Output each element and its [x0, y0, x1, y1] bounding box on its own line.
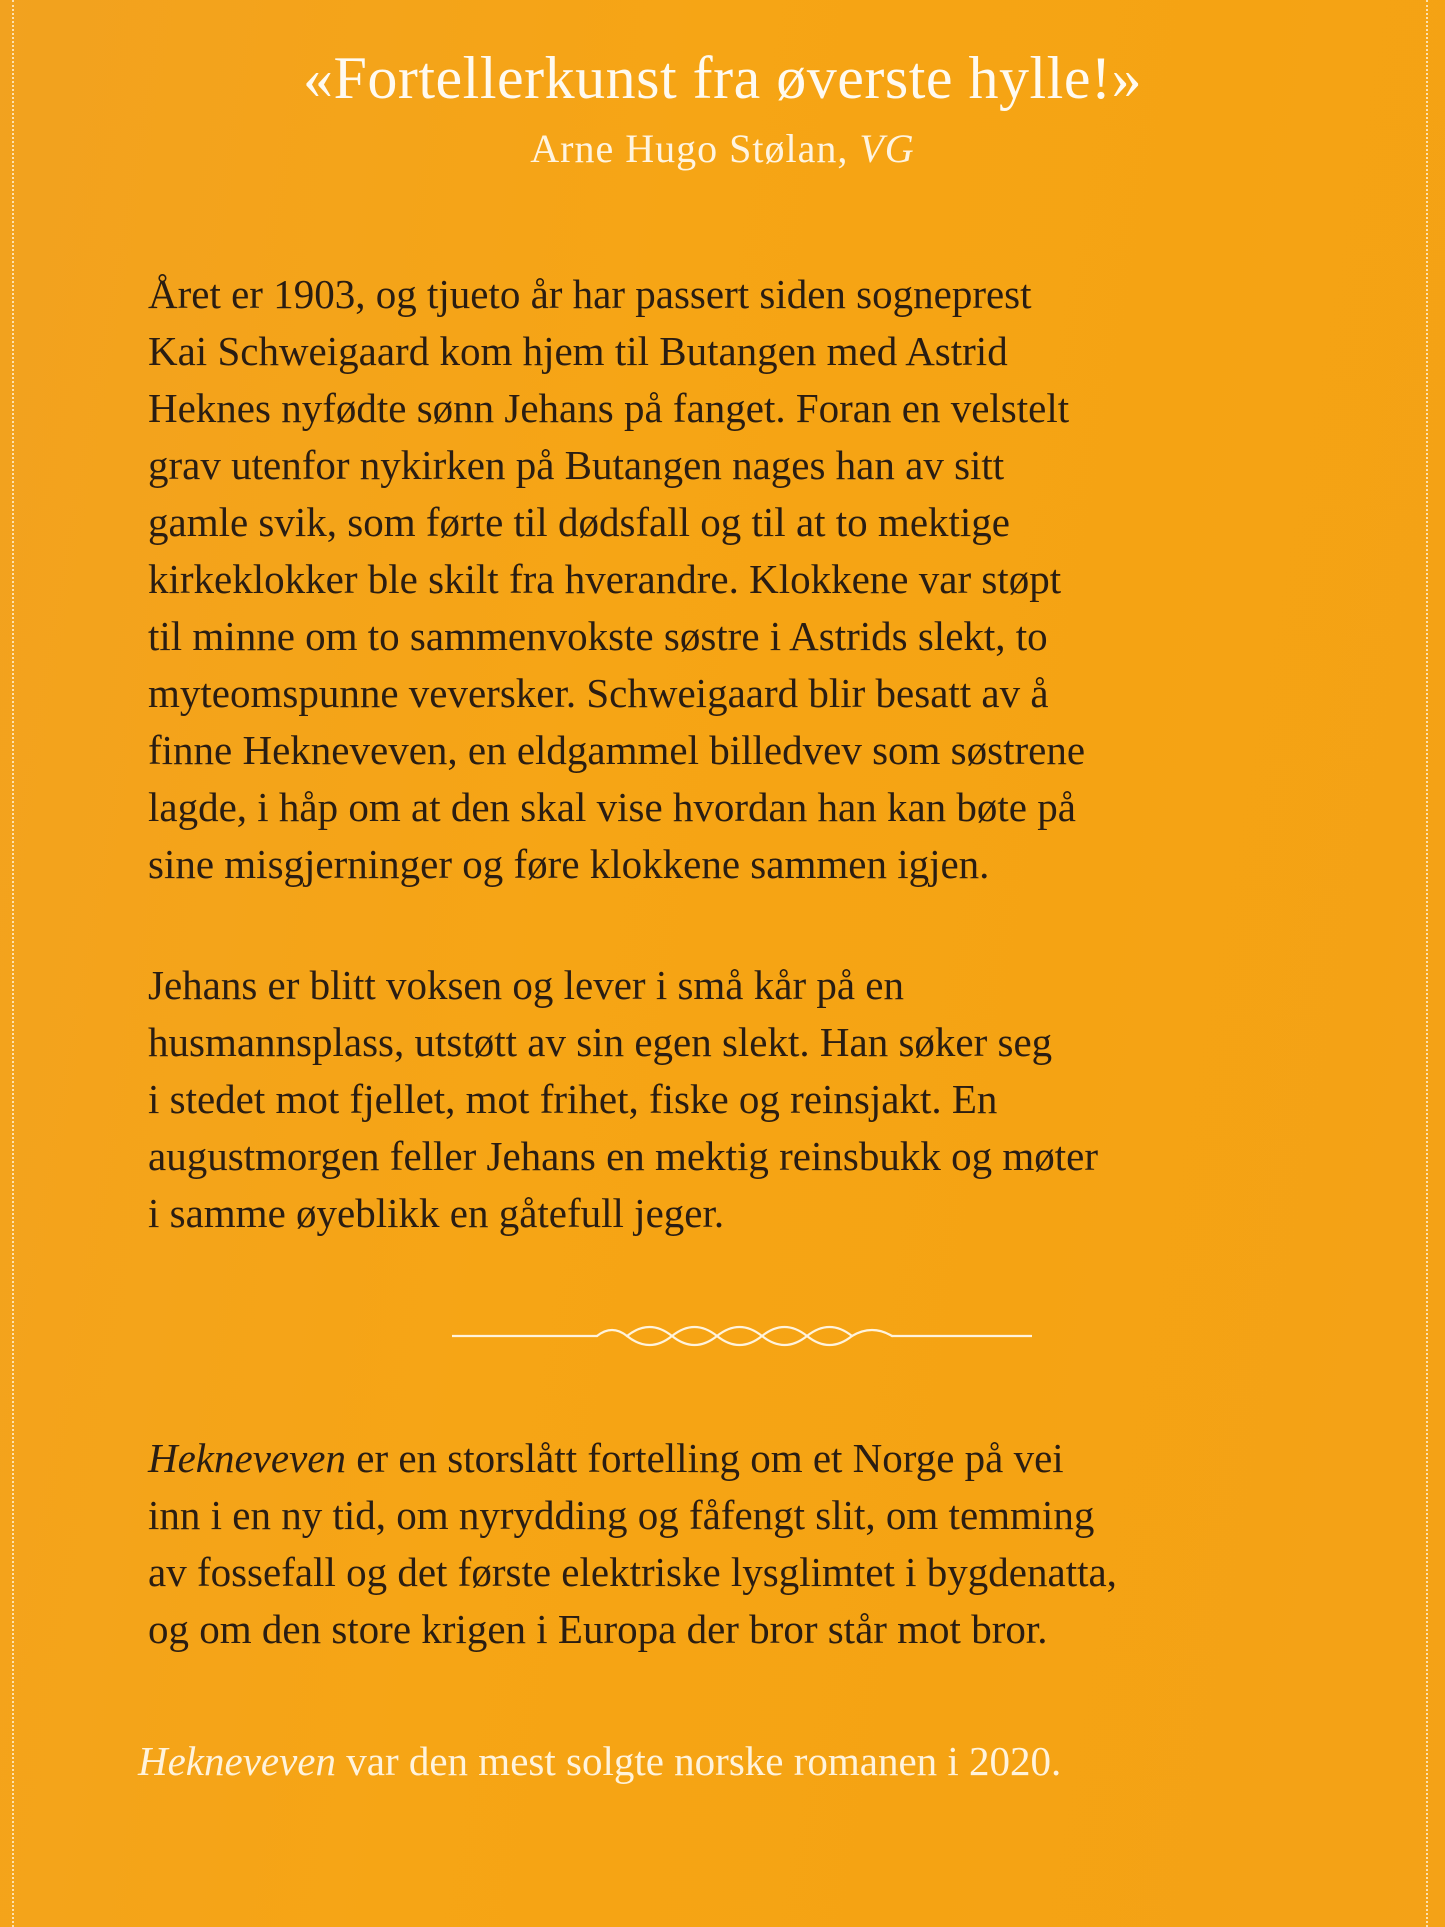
book-title: Hekneveven: [148, 1435, 346, 1481]
text-line: augustmorgen feller Jehans en mektig reinsbukk og møter: [148, 1133, 1098, 1179]
text-line: grav utenfor nykirken på Butangen nages han av sitt: [148, 442, 1005, 488]
text-line: og om den store krigen i Europa der bror står mot bror.: [148, 1606, 1048, 1652]
text-line: sine misgjerninger og føre klokkene sammen igjen.: [148, 841, 990, 887]
synopsis-paragraph-1: [148, 266, 1348, 893]
text-fragment: er en storslått fortelling om et Norge på vei: [346, 1435, 1064, 1481]
book-title: Hekneveven: [138, 1738, 336, 1784]
text-line: husmannsplass, utstøtt av sin egen slekt. Han søker seg: [148, 1019, 1053, 1065]
right-dotted-border: [1426, 0, 1428, 1927]
text-line: Kai Schweigaard kom hjem til Butangen med Astrid: [148, 328, 1008, 374]
attribution-name: Arne Hugo Stølan,: [530, 126, 849, 171]
text-line: Året er 1903, og tjueto år har passert siden sogneprest: [148, 271, 1032, 317]
sales-statement: [138, 1733, 1061, 1790]
text-line: inn i en ny tid, om nyrydding og fåfengt slit, om temming: [148, 1492, 1095, 1538]
review-quote: «Fortellerkunst fra øverste hylle!»: [303, 45, 1142, 111]
text-line: i samme øyeblikk en gåtefull jeger.: [148, 1190, 725, 1236]
text-line: myteomspunne veversker. Schweigaard blir besatt av å: [148, 670, 1049, 716]
synopsis-paragraph-3: [148, 1430, 1348, 1658]
left-dotted-border: [12, 0, 14, 1927]
attribution-source: VG: [859, 126, 915, 171]
text-line: finne Hekneveven, en eldgammel billedvev som søstrene: [148, 727, 1086, 773]
text-line: [148, 1430, 1348, 1487]
ornamental-divider-icon: [452, 1322, 1032, 1350]
text-line: i stedet mot fjellet, mot frihet, fiske og reinsjakt. En: [148, 1076, 998, 1122]
text-line: til minne om to sammenvokste søstre i Astrids slekt, to: [148, 613, 1048, 659]
text-line: gamle svik, som førte til dødsfall og til at to mektige: [148, 499, 1011, 545]
text-line: kirkeklokker ble skilt fra hverandre. Klokkene var støpt: [148, 556, 1062, 602]
text-line: lagde, i håp om at den skal vise hvordan han kan bøte på: [148, 784, 1076, 830]
quote-attribution: [0, 122, 1445, 176]
text-fragment: var den mest solgte norske romanen i 2020.: [336, 1738, 1062, 1784]
text-line: av fossefall og det første elektriske lysglimtet i bygdenatta,: [148, 1549, 1117, 1595]
synopsis-paragraph-2: [148, 957, 1348, 1242]
text-line: Jehans er blitt voksen og lever i små kår på en: [148, 962, 904, 1008]
text-line: Heknes nyfødte sønn Jehans på fanget. Foran en velstelt: [148, 385, 1070, 431]
